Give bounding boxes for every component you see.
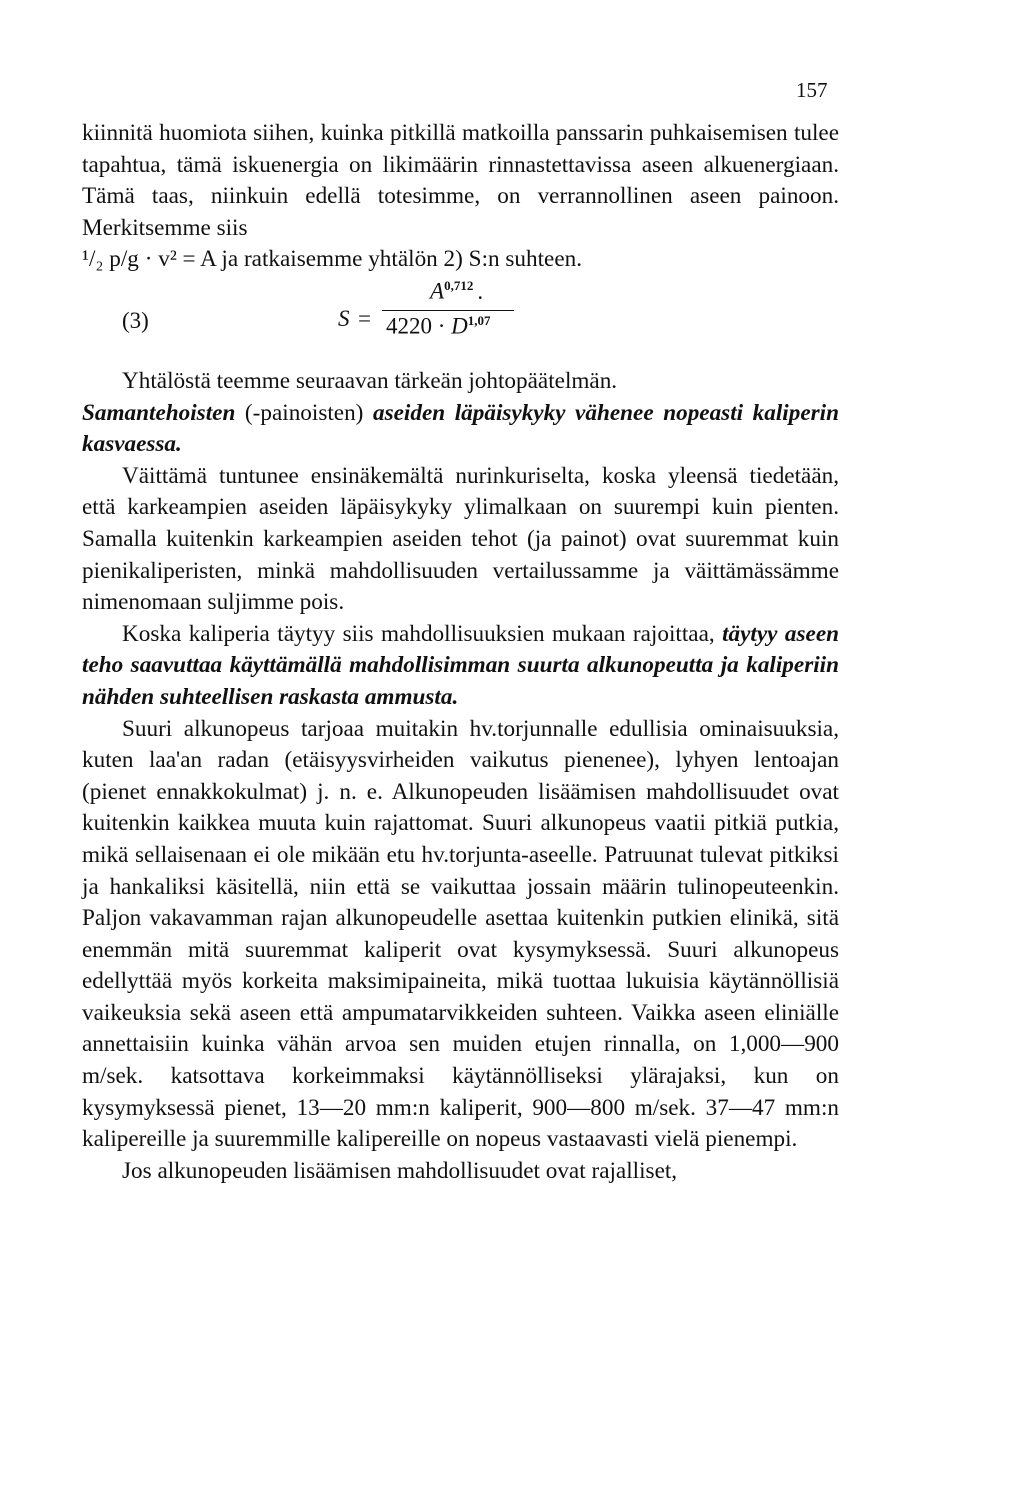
formula-3 xyxy=(82,272,839,354)
formula-label: (3) xyxy=(122,308,149,333)
intro-line-1: kiinnitä huomiota siihen, kuinka pitkillä matkoilla panssarin puhkaisemisen tulee tapahtua, tämä iskuenergia on likimäärin rinnastettavissa aseen alkuenergiaan. Tämä taas, niinkuin edellä totesimme, on verrannollinen aseen painoon. Merkitsemme siis xyxy=(82,120,839,241)
paragraph-final: Jos alkunopeuden lisäämisen mahdollisuudet ovat rajalliset, xyxy=(122,1157,678,1184)
page-number: 157 xyxy=(796,78,828,102)
fraction-bar xyxy=(382,310,514,311)
numerator-dot: . xyxy=(477,278,484,304)
formula-equals: = xyxy=(358,306,371,331)
numerator-exponent: 0,712 xyxy=(444,278,474,293)
formula-numerator xyxy=(382,278,514,308)
thesis-italic-b: aseiden läpäisykyky vähenee nopeasti kaliperin kasvaessa. xyxy=(82,399,839,458)
formula-lhs: S xyxy=(338,306,350,331)
thesis-italic-a: Samantehoisten xyxy=(82,399,236,426)
formula-denominator xyxy=(382,313,514,340)
caliber-normal: Koska kaliperia täytyy siis mahdollisuuksien mukaan rajoittaa, xyxy=(122,620,723,647)
denominator-exponent: 1,07 xyxy=(467,313,491,328)
denominator-coefficient: 4220 · xyxy=(386,313,446,339)
paragraph-thesis xyxy=(82,398,839,461)
thesis-normal: (-painoisten) xyxy=(235,399,373,426)
paragraph-velocity: Suuri alkunopeus tarjoaa muitakin hv.torjunnalle edullisia ominaisuuksia, kuten laa'an radan (etäisyysvirheiden vaikutus pienenee), lyhyen lentoajan (pienet ennakkokulmat) j. n. e. Alkunopeuden lisäämisen mahdollisuudet ovat kuitenkin kaikkea muuta kuin rajattomat. Suuri alkunopeus vaatii pitkiä putkia, mikä sellaisenaan ei ole mikään etu hv.torjunta-aseelle. Patruunat tulevat pitkiksi ja hankaliksi käsitellä, niin että se vaikuttaa jossain määrin tulinopeuteenkin. Paljon vakavamman rajan alkunopeudelle asettaa kuitenkin putkien elinikä, sitä enemmän mitä suuremmat kaliperit ovat kysymyksessä. Suuri alkunopeus edellyttää myös korkeita maksimipaineita, mikä tuottaa lukuisia käytännöllisiä vaikeuksia sekä aseen että ampumatarvikkeiden suhteen. Vaikka aseen eliniälle annettaisiin kuinka vähän arvoa sen muiden etujen rinnalla, on 1,000—900 m/sek. katsottava korkeimmaksi käytännölliseksi ylärajaksi, kun on kysymyksessä pienet, 13—20 mm:n kaliperit, 900—800 m/sek. 37—47 mm:n kalipereille ja suuremmille kalipereille on nopeus vastaavasti vielä pienempi. xyxy=(82,715,839,1153)
body-text xyxy=(82,366,839,1187)
paragraph-argument: Väittämä tuntunee ensinäkemältä nurinkuriselta, koska yleensä tiedetään, että karkeampien aseiden läpäisykyky ylimalkaan on suurempi kuin pienten. Samalla kuitenkin karkeampien aseiden tehot (ja painot) ovat suuremmat kuin pienikaliperisten, minkä mahdollisuuden vertailussamme ja väittämässämme nimenomaan suljimme pois. xyxy=(82,462,839,616)
denominator-base: D xyxy=(451,313,468,339)
formula-fraction xyxy=(382,278,514,340)
paragraph-conclusion-intro: Yhtälöstä teemme seuraavan tärkeän johtopäätelmän. xyxy=(122,368,618,394)
paragraph-caliber xyxy=(82,619,839,714)
numerator-base: A xyxy=(430,278,445,304)
intro-line-2: ¹/₂ p/g · v² = A ja ratkaisemme yhtälön 2) S:n suhteen. xyxy=(82,246,583,273)
caliber-italic: täytyy aseen teho saavuttaa käyttämällä mahdollisimman suurta alkunopeutta ja kaliperiin nähden suhteellisen raskasta ammusta. xyxy=(82,620,840,710)
intro-paragraph xyxy=(82,118,839,276)
